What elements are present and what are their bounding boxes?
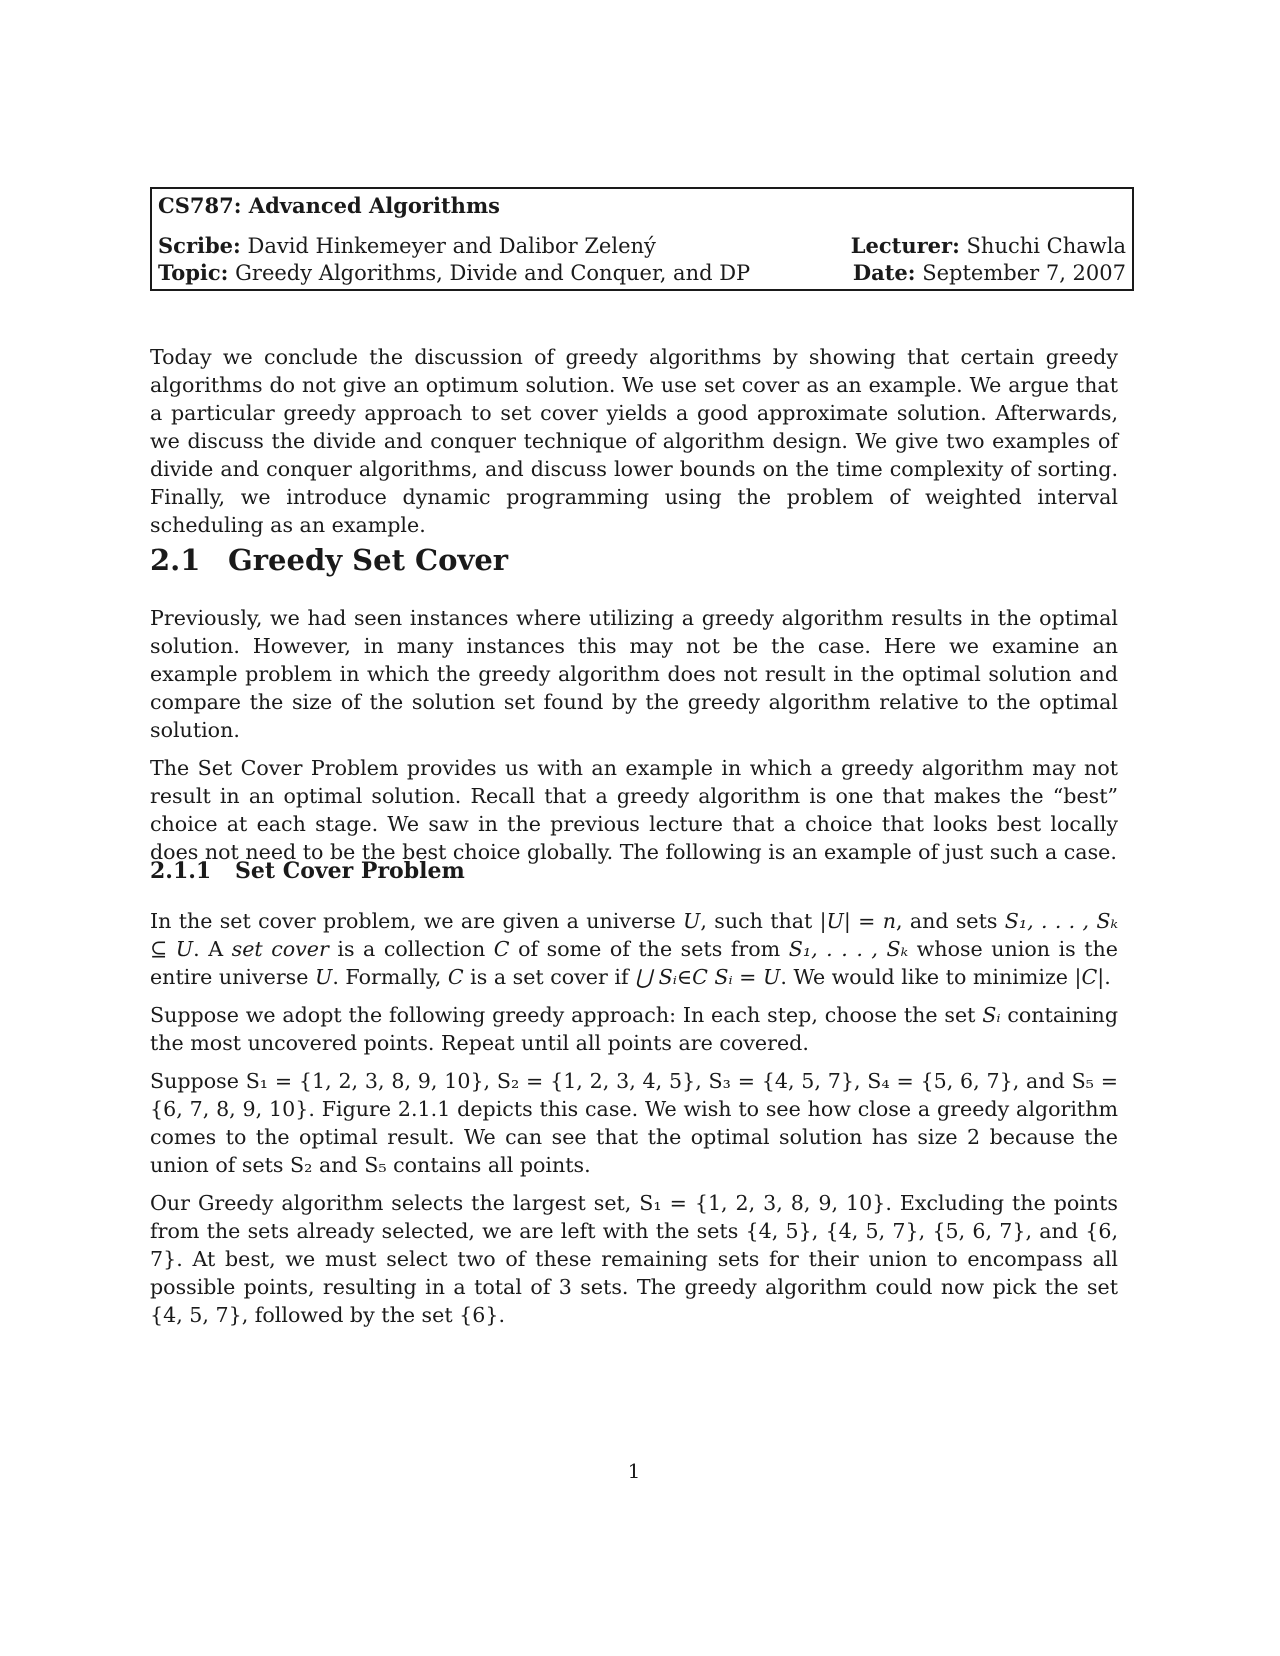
section-heading (150, 543, 508, 577)
topic-label: Topic: (158, 260, 229, 285)
lecture-header-box (150, 187, 1134, 291)
header-row-topic (158, 260, 1126, 285)
page-number: 1 (627, 1459, 641, 1483)
scribe-info (158, 233, 656, 258)
section-body (150, 604, 1118, 866)
scribe-names: David Hinkemeyer and Dalibor Zelený (247, 234, 656, 258)
topic-text: Greedy Algorithms, Divide and Conquer, and DP (235, 261, 751, 285)
section-number: 2.1 (150, 543, 201, 577)
definition-paragraph: In the set cover problem, we are given a universe U, such that |U| = n, and sets S₁, . . . , Sₖ ⊆ U. A set cover is a collection C of some of the sets from S₁, . . . , Sₖ whose union is the entire universe U. Formally, C is a set cover if ⋃ Sᵢ∈C Sᵢ = U. We would like to minimize |C|. (150, 909, 1118, 989)
lecturer-label: Lecturer: (850, 233, 960, 258)
section-paragraph-2: The Set Cover Problem provides us with an example in which a greedy algorithm may not result in an optimal solution. Recall that a greedy algorithm is one that makes the “best” choice at each stage. We saw in the previous lecture that a choice that looks best locally does not need to be the best choice globally. The following is an example of just such a case. (150, 756, 1118, 864)
example-paragraph: Suppose S₁ = {1, 2, 3, 8, 9, 10}, S₂ = {1, 2, 3, 4, 5}, S₃ = {4, 5, 7}, S₄ = {5, 6, 7}, and S₅ = {6, 7, 8, 9, 10}. Figure 2.1.1 depicts this case. We wish to see how close a greedy algorithm comes to the optimal result. We can see that the optimal solution has size 2 because the union of sets S₂ and S₅ contains all points. (150, 1069, 1118, 1177)
lecturer-name: Shuchi Chawla (966, 234, 1126, 258)
subsection-title: Set Cover Problem (235, 858, 465, 884)
date-text: September 7, 2007 (922, 261, 1126, 285)
section-paragraph-1: Previously, we had seen instances where utilizing a greedy algorithm results in the optimal solution. However, in many instances this may not be the case. Here we examine an example problem in which the greedy algorithm does not result in the optimal solution and compare the size of the solution set found by the greedy algorithm relative to the optimal solution. (150, 606, 1118, 742)
subsection-body (150, 907, 1118, 1329)
scribe-label: Scribe: (158, 233, 241, 258)
greedy-result-paragraph: Our Greedy algorithm selects the largest set, S₁ = {1, 2, 3, 8, 9, 10}. Excluding the points from the sets already selected, we are left with the sets {4, 5}, {4, 5, 7}, {5, 6, 7}, and {6, 7}. At best, we must select two of these remaining sets for their union to encompass all possible points, resulting in a total of 3 sets. The greedy algorithm could now pick the set {4, 5, 7}, followed by the set {6}. (150, 1191, 1118, 1327)
date-info (853, 260, 1126, 285)
course-title: CS787: Advanced Algorithms (158, 193, 500, 218)
greedy-approach-paragraph: Suppose we adopt the following greedy approach: In each step, choose the set Sᵢ containing the most uncovered points. Repeat until all points are covered. (150, 1003, 1118, 1055)
header-row-scribe (158, 233, 1126, 258)
date-label: Date: (852, 260, 916, 285)
set-cover-term: set cover (231, 937, 329, 961)
topic-info (158, 260, 750, 285)
section-title: Greedy Set Cover (228, 543, 509, 577)
intro-block (150, 343, 1118, 539)
subsection-number: 2.1.1 (150, 858, 212, 884)
lecturer-info (851, 233, 1126, 258)
intro-paragraph: Today we conclude the discussion of greedy algorithms by showing that certain greedy algorithms do not give an optimum solution. We use set cover as an example. We argue that a particular greedy approach to set cover yields a good approximate solution. Afterwards, we discuss the divide and conquer technique of algorithm design. We give two examples of divide and conquer algorithms, and discuss lower bounds on the time complexity of sorting. Finally, we introduce dynamic programming using the problem of weighted interval scheduling as an example. (150, 345, 1118, 537)
subsection-heading (150, 858, 465, 884)
